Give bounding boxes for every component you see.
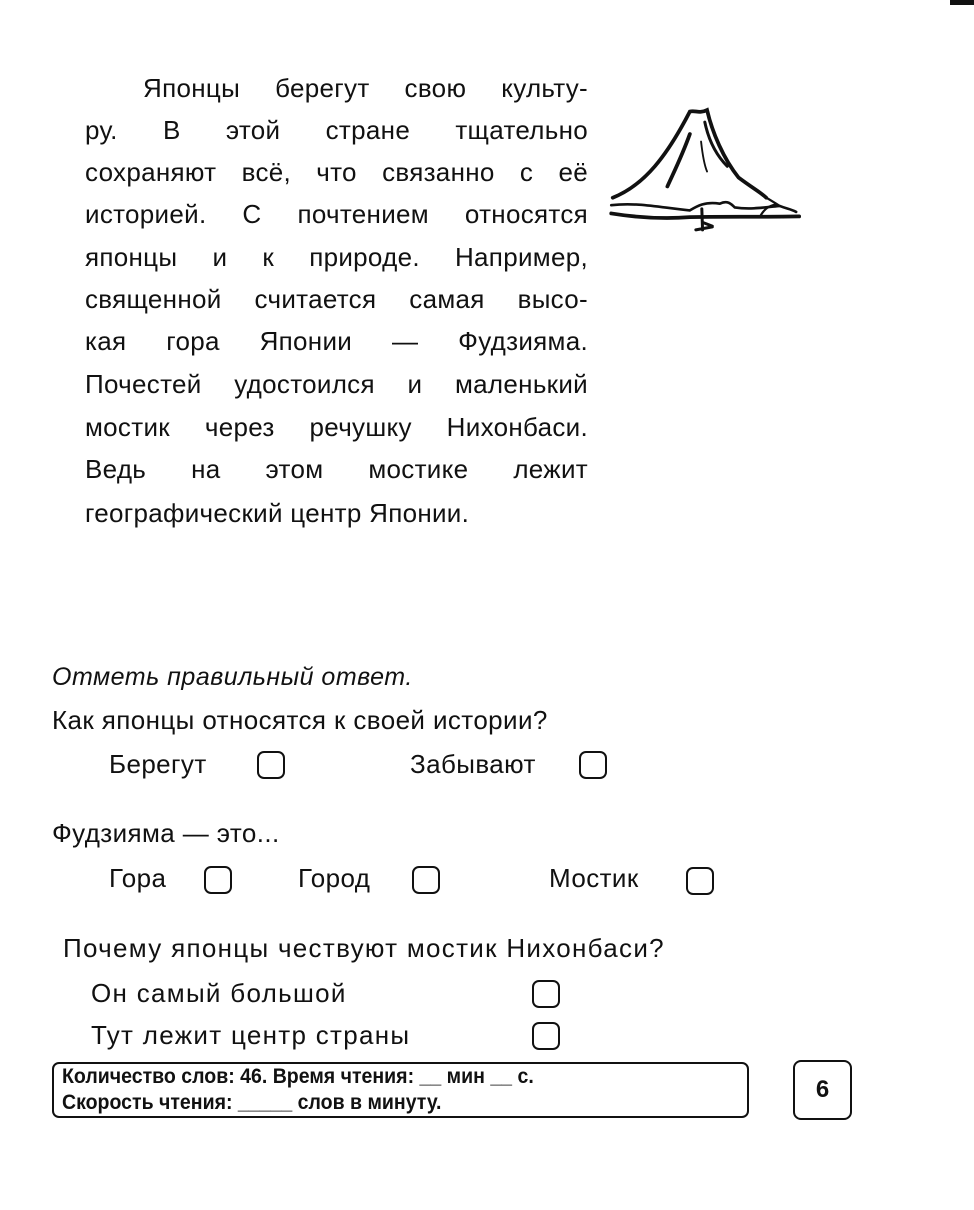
page-number: 6 <box>793 1060 852 1120</box>
passage-line: священной считается самая высо- <box>85 284 588 314</box>
passage-line: Японцы берегут свою культу- <box>143 73 588 103</box>
question-3: Почему японцы чествуют мостик Нихонбаси? <box>63 933 665 963</box>
passage-line: ру. В этой стране тщательно <box>85 115 588 145</box>
passage-line: Почестей удостоился и маленький <box>85 369 588 399</box>
option-label: Город <box>298 863 371 893</box>
passage-line: сохраняют всё, что связанно с её <box>85 157 588 187</box>
answer-checkbox[interactable] <box>412 866 440 894</box>
answer-checkbox[interactable] <box>204 866 232 894</box>
passage-line: мостик через речушку Нихонбаси. <box>85 412 588 442</box>
passage-line: историей. С почтением относятся <box>85 199 588 229</box>
answer-checkbox[interactable] <box>532 1022 560 1050</box>
option-label: Он самый большой <box>91 978 347 1008</box>
answer-checkbox[interactable] <box>257 751 285 779</box>
question-2: Фудзияма — это... <box>52 818 280 848</box>
reading-speed-line: Скорость чтения: _____ слов в минуту. <box>62 1091 442 1114</box>
mount-fuji-illustration <box>600 70 880 270</box>
passage-line: кая гора Японии — Фудзияма. <box>85 326 588 356</box>
question-1: Как японцы относятся к своей истории? <box>52 705 548 735</box>
answer-checkbox[interactable] <box>686 867 714 895</box>
passage-line: японцы и к природе. Например, <box>85 242 588 272</box>
option-label: Мостик <box>549 863 639 893</box>
answer-checkbox[interactable] <box>532 980 560 1008</box>
option-label: Забывают <box>410 749 536 779</box>
passage-line: Ведь на этом мостике лежит <box>85 454 588 484</box>
reading-stats-box <box>52 1062 749 1118</box>
corner-mark <box>950 0 974 5</box>
answer-checkbox[interactable] <box>579 751 607 779</box>
option-label: Берегут <box>109 749 207 779</box>
passage-line: географический центр Японии. <box>85 498 470 528</box>
option-label: Тут лежит центр страны <box>91 1020 411 1050</box>
word-count-line: Количество слов: 46. Время чтения: __ мин __ с. <box>62 1065 534 1088</box>
option-label: Гора <box>109 863 167 893</box>
instruction: Отметь правильный ответ. <box>52 663 413 691</box>
